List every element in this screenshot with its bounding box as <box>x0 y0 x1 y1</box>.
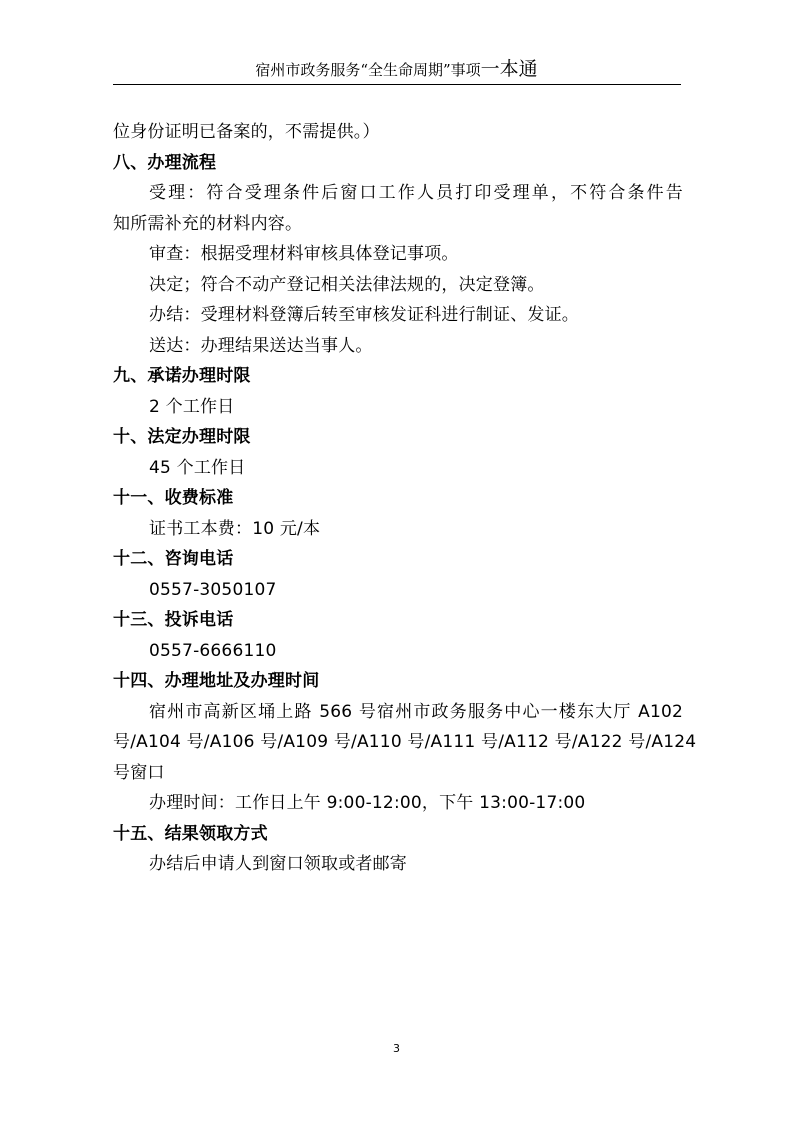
section-heading-result-pickup: 十五、结果领取方式 <box>113 823 268 844</box>
paragraph-line: 受理：符合受理条件后窗口工作人员打印受理单，不符合条件告 <box>149 183 683 203</box>
page-header <box>0 58 793 81</box>
paragraph-line: 证书工本费：10 元/本 <box>149 518 321 539</box>
section-heading-process: 八、办理流程 <box>113 152 217 173</box>
paragraph-line: 决定；符合不动产登记相关法律法规的，决定登簿。 <box>149 274 545 295</box>
paragraph-line: 号/A104 号/A106 号/A109 号/A110 号/A111 号/A112 号/A122 号/A124 <box>113 732 697 752</box>
page-number: 3 <box>393 1042 400 1055</box>
section-heading-consult-phone: 十二、咨询电话 <box>113 549 234 569</box>
complaint-phone-number: 0557-6666110 <box>149 640 277 661</box>
header-divider <box>113 84 681 85</box>
paragraph-line: 审查：根据受理材料审核具体登记事项。 <box>149 244 459 264</box>
paragraph-line: 送达：办理结果送达当事人。 <box>149 335 373 356</box>
section-heading-legal-time: 十、法定办理时限 <box>113 427 251 447</box>
paragraph-line: 位身份证明已备案的，不需提供。） <box>113 122 380 142</box>
section-heading-promised-time: 九、承诺办理时限 <box>113 366 251 386</box>
section-heading-address-hours: 十四、办理地址及办理时间 <box>113 671 320 691</box>
header-title-tail: 一本通 <box>480 58 538 80</box>
document-body <box>113 117 697 880</box>
paragraph-line: 办结：受理材料登簿后转至审核发证科进行制证、发证。 <box>149 305 579 325</box>
paragraph-line: 知所需补充的材料内容。 <box>113 213 303 234</box>
section-heading-fees: 十一、收费标准 <box>113 488 234 508</box>
header-title: 宿州市政务服务“全生命周期”事项 <box>255 61 481 79</box>
paragraph-line: 45 个工作日 <box>149 457 246 478</box>
section-heading-complaint-phone: 十三、投诉电话 <box>113 610 234 630</box>
consult-phone-number: 0557-3050107 <box>149 579 277 600</box>
paragraph-line: 号窗口 <box>113 762 165 783</box>
paragraph-line: 办结后申请人到窗口领取或者邮寄 <box>149 854 407 874</box>
paragraph-line: 宿州市高新区埇上路 566 号宿州市政务服务中心一楼东大厅 A102 <box>149 701 683 722</box>
office-hours: 办理时间：工作日上午 9:00-12:00，下午 13:00-17:00 <box>149 793 586 813</box>
paragraph-line: 2 个工作日 <box>149 396 235 417</box>
